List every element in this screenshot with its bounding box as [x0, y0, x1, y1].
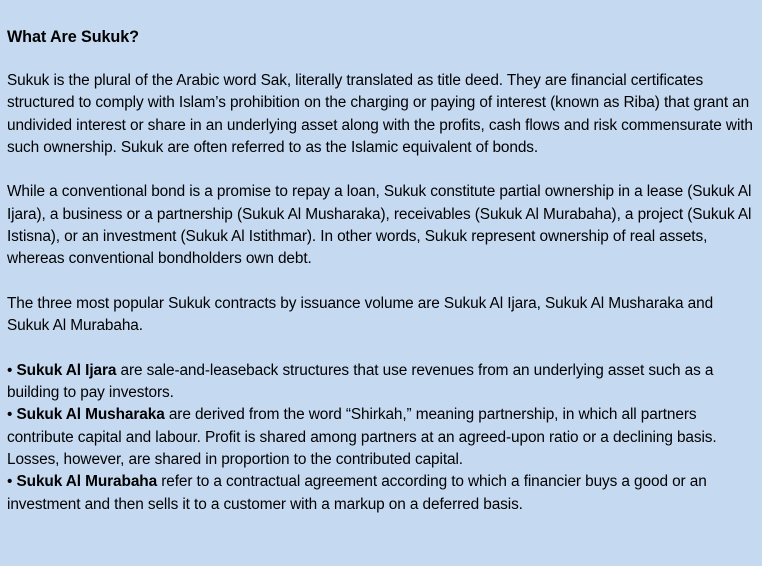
contract-types-list [7, 360, 754, 516]
term-sukuk-al-murabaha: Sukuk Al Murabaha [16, 473, 158, 491]
list-item-musharaka [7, 404, 754, 471]
definition-sukuk-al-murabaha: refer to a contractual agreement according to which a financier buys a good or an investment and then sells it to a customer with a markup on a deferred basis. [7, 473, 707, 513]
term-sukuk-al-musharaka: Sukuk Al Musharaka [16, 406, 165, 424]
list-item-murabaha [7, 471, 754, 516]
definition-sukuk-al-ijara: are sale-and-leaseback structures that use revenues from an underlying asset such as a building to pay investors. [7, 361, 714, 402]
bullet-marker: • [7, 406, 13, 424]
term-sukuk-al-ijara: Sukuk Al Ijara [16, 361, 117, 379]
document-title: What Are Sukuk? [7, 28, 139, 46]
paragraph-definition: Sukuk is the plural of the Arabic word Sak, literally translated as title deed. They are financial certificates structured to comply with Islam’s prohibition on the charging or paying of interest (known as Riba) that grant an undivided interest or share in an underlying asset along with the profits, cash flows and risk commensurate with such ownership. Sukuk are often referred to as the Islamic equivalent of bonds. [7, 72, 753, 156]
bullet-marker: • [7, 361, 13, 379]
list-item-ijara [7, 360, 754, 405]
paragraph-popular-contracts: The three most popular Sukuk contracts by issuance volume are Sukuk Al Ijara, Sukuk Al Musharaka and Sukuk Al Murabaha. [7, 294, 714, 335]
bullet-marker: • [7, 473, 13, 491]
paragraph-comparison: While a conventional bond is a promise to repay a loan, Sukuk constitute partial ownership in a lease (Sukuk Al Ijara), a business or a partnership (Sukuk Al Musharaka), receivables (Sukuk Al Murabaha), a project (Sukuk Al Istisna), or an investment (Sukuk Al Istithmar). In other words, Sukuk represent ownership of real assets, whereas conventional bondholders own debt. [7, 183, 752, 268]
definition-sukuk-al-musharaka: are derived from the word “Shirkah,” meaning partnership, in which all partners contribute capital and labour. Profit is shared among partners at an agreed-upon ratio or a declining basis. Losses, however, are shared in proportion to the contributed capital. [7, 406, 717, 469]
